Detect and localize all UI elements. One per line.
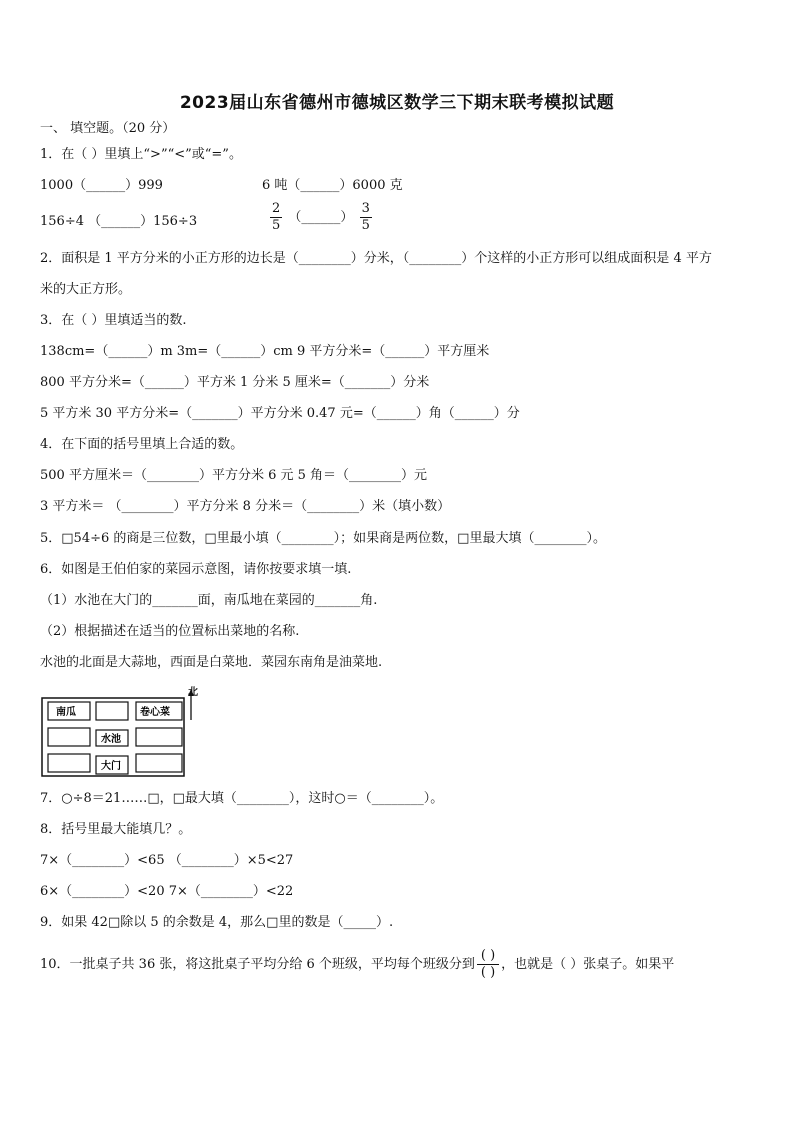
- q2-line1: 2．面积是 1 平方分米的小正方形的边长是（________）分米，（________）个这样的小正方形可以组成面积是 4 平方: [40, 251, 712, 266]
- q6-part2: （2）根据描述在适当的位置标出菜地的名称.: [40, 624, 300, 639]
- fraction-numerator: 3: [361, 201, 370, 216]
- garden-diagram: [40, 680, 200, 780]
- fraction-right: [360, 201, 372, 234]
- q1-a: 1000（______）999: [40, 178, 163, 193]
- q3-stem: 3．在（ ）里填适当的数.: [40, 313, 187, 328]
- plot-southwest: [48, 754, 90, 772]
- q6-stem: 6．如图是王伯伯家的菜园示意图，请你按要求填一填.: [40, 562, 352, 577]
- plot-southeast: [136, 754, 182, 772]
- garden-svg: [40, 680, 200, 780]
- q3-line1: 138cm=（______）m 3m=（______）cm 9 平方分米=（______）平方厘米: [40, 344, 490, 359]
- label-gate: 大门: [101, 761, 121, 772]
- q10-part1: 10．一批桌子共 36 张，将这批桌子平均分给 6 个班级，平均每个班级分到: [40, 957, 475, 972]
- q6-part3: 水池的北面是大蒜地，西面是白菜地．菜园东南角是油菜地.: [40, 655, 383, 670]
- section-heading: 一、 填空题。（20 分）: [40, 121, 176, 136]
- q9: 9．如果 42□除以 5 的余数是 4，那么□里的数是（_____）.: [40, 915, 394, 930]
- compare-blank: （______）: [288, 210, 354, 225]
- q3-line3: 5 平方米 30 平方分米=（_______）平方分米 0.47 元=（______）角（______）分: [40, 406, 520, 421]
- fraction-denominator: 5: [361, 218, 370, 233]
- q3-line2: 800 平方分米=（______）平方米 1 分米 5 厘米=（_______）分米: [40, 375, 430, 390]
- q1-b: 6 吨（______）6000 克: [262, 178, 403, 193]
- north-label: 北: [188, 687, 198, 698]
- fraction-denominator: 5: [272, 218, 281, 233]
- fraction-denominator-blank: ( ): [480, 965, 496, 980]
- plot-west: [48, 728, 90, 746]
- q10-fraction-blank: [477, 948, 499, 981]
- q2-line2: 米的大正方形。: [40, 282, 132, 297]
- q8-stem: 8．括号里最大能填几？。: [40, 822, 192, 837]
- fraction-numerator-blank: ( ): [477, 948, 499, 965]
- q1-c: 156÷4 （______）156÷3: [40, 214, 198, 229]
- q10: [40, 948, 674, 981]
- q4-line2: 3 平方米＝ （________）平方分米 8 分米＝（________）米（填小数）: [40, 499, 451, 514]
- q7: 7．○÷8＝21……□，□最大填（________），这时○＝（________）。: [40, 791, 444, 806]
- q5: 5．□54÷6 的商是三位数，□里最小填（________）；如果商是两位数，□里最大填（________）。: [40, 531, 606, 546]
- label-pool: 水池: [101, 734, 121, 745]
- fraction-numerator: 2: [272, 201, 281, 216]
- q4-line1: 500 平方厘米＝（________）平方分米 6 元 5 角＝（________）元: [40, 468, 428, 483]
- q8-line2: 6×（________）<20 7×（________）<22: [40, 884, 294, 899]
- page-title: 2023届山东省德州市德城区数学三下期末联考模拟试题: [179, 93, 615, 113]
- q6-part1: （1）水池在大门的_______面，南瓜地在菜园的_______角.: [40, 593, 378, 608]
- q1-stem: 1．在（ ）里填上“>”“<”或“=”。: [40, 147, 242, 162]
- q1-d: [268, 201, 374, 234]
- label-pumpkin: 南瓜: [56, 707, 76, 718]
- label-cabbage: 卷心菜: [140, 707, 170, 718]
- q10-part2: ，也就是（ ）张桌子。如果平: [501, 957, 675, 972]
- q8-line1: 7×（________）<65 （________）×5<27: [40, 853, 294, 868]
- plot-top-middle: [96, 702, 128, 720]
- fraction-left: [270, 201, 282, 234]
- q4-stem: 4．在下面的括号里填上合适的数。: [40, 437, 244, 452]
- plot-east: [136, 728, 182, 746]
